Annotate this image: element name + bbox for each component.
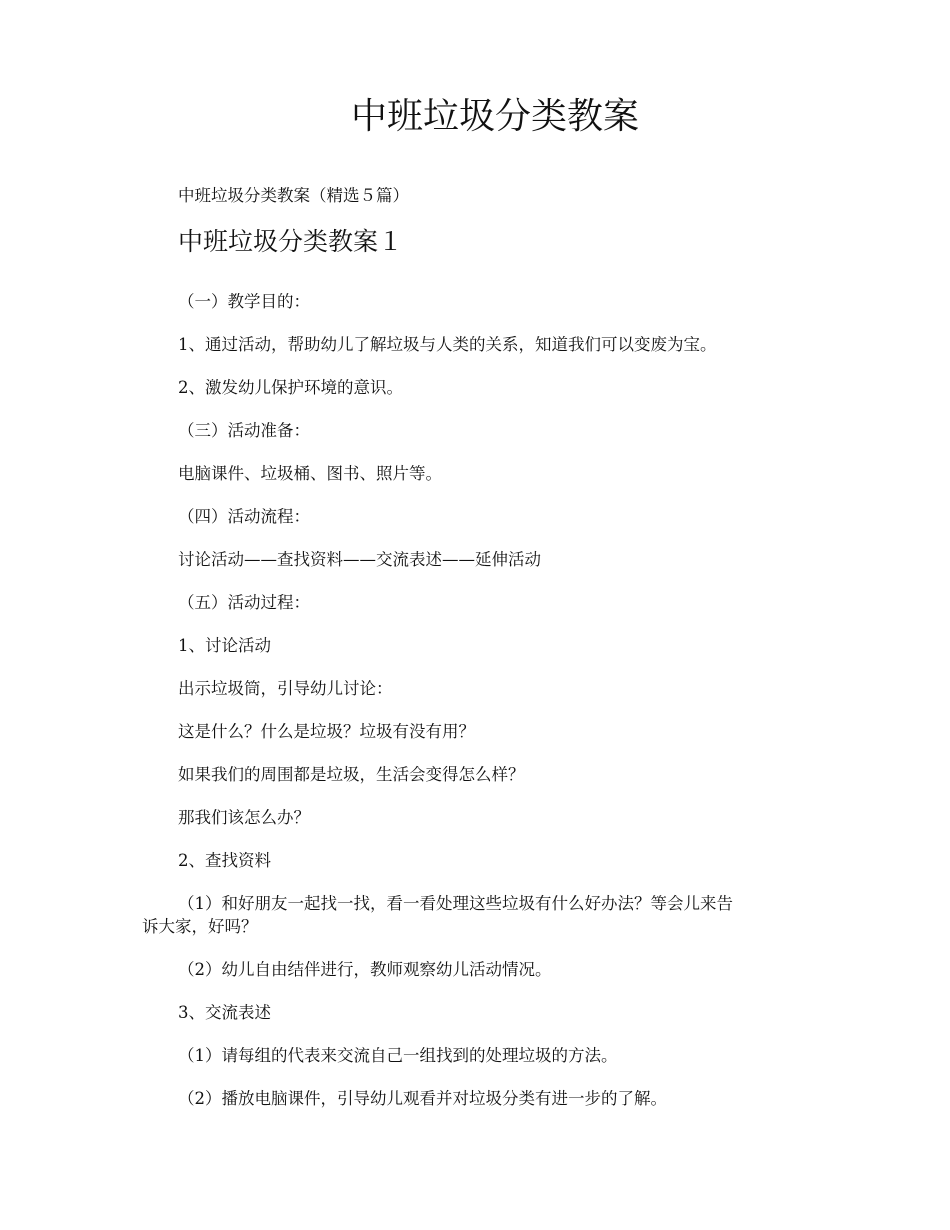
paragraph: （1）请每组的代表来交流自己一组找到的处理垃圾的方法。	[178, 1046, 618, 1065]
section-heading: 中班垃圾分类教案１	[178, 227, 404, 256]
paragraph: 2、查找资料	[178, 851, 271, 870]
paragraph: 出示垃圾筒，引导幼儿讨论：	[178, 679, 393, 698]
paragraph: （一）教学目的：	[178, 292, 310, 311]
paragraph: （四）活动流程：	[178, 507, 310, 526]
paragraph: 那我们该怎么办？	[178, 808, 310, 827]
paragraph: 2、激发幼儿保护环境的意识。	[178, 378, 403, 397]
paragraph-wrapped-line-1: （1）和好朋友一起找一找，看一看处理这些垃圾有什么好办法？等会儿来告	[178, 894, 733, 913]
paragraph: 1、通过活动，帮助幼儿了解垃圾与人类的关系，知道我们可以变废为宝。	[178, 335, 717, 354]
document-title: 中班垃圾分类教案	[350, 96, 639, 137]
paragraph: 3、交流表述	[178, 1003, 271, 1022]
paragraph-wrapped-line-2: 诉大家，好吗？	[142, 917, 258, 936]
paragraph: 电脑课件、垃圾桶、图书、照片等。	[178, 464, 442, 483]
paragraph: 1、讨论活动	[178, 636, 271, 655]
paragraph: 这是什么？什么是垃圾？垃圾有没有用？	[178, 722, 475, 741]
paragraph: （2）播放电脑课件，引导幼儿观看并对垃圾分类有进一步的了解。	[178, 1089, 667, 1108]
document-subtitle: 中班垃圾分类教案（精选５篇）	[178, 186, 409, 205]
paragraph: 如果我们的周围都是垃圾，生活会变得怎么样？	[178, 765, 525, 784]
paragraph: 讨论活动——查找资料——交流表述——延伸活动	[178, 550, 541, 569]
paragraph: （2）幼儿自由结伴进行，教师观察幼儿活动情况。	[178, 960, 552, 979]
paragraph: （三）活动准备：	[178, 421, 310, 440]
paragraph: （五）活动过程：	[178, 593, 310, 612]
